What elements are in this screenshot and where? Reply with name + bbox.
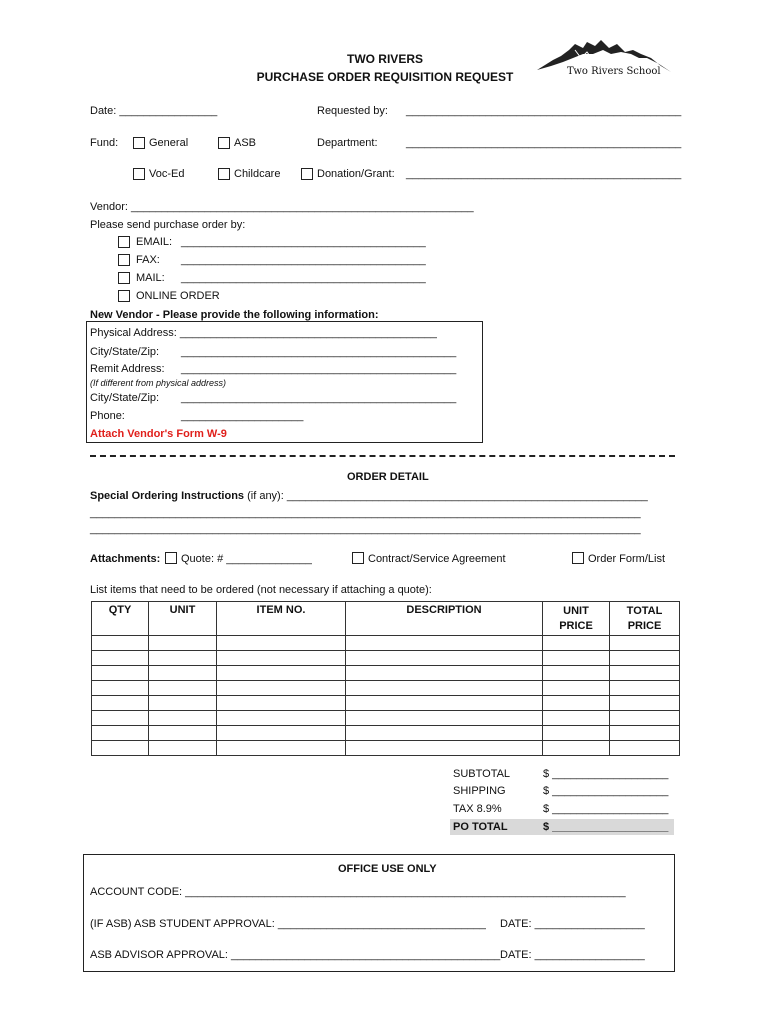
table-row: [92, 696, 680, 711]
special-instructions-line: [90, 490, 648, 502]
col-unit: UNIT: [149, 602, 217, 636]
col-total-price-label: TOTAL PRICE: [626, 605, 663, 632]
table-row: [92, 681, 680, 696]
item-no-cell[interactable]: [217, 711, 346, 726]
list-instructions: List items that need to be ordered (not necessary if attaching a quote):: [90, 584, 432, 596]
table-row: [92, 711, 680, 726]
city-state-zip-label: City/State/Zip:: [90, 346, 160, 358]
description-cell[interactable]: [346, 711, 543, 726]
unit-cell[interactable]: [149, 666, 217, 681]
attach-w9-note: Attach Vendor's Form W-9: [90, 428, 227, 440]
special-instructions-field[interactable]: (if any): ___________________________________________________________: [244, 490, 648, 502]
send-fax-field[interactable]: ________________________________________: [181, 254, 426, 266]
city-state-zip2-field[interactable]: _____________________________________________: [181, 392, 457, 404]
item-no-cell[interactable]: [217, 636, 346, 651]
asb-student-approval-field[interactable]: (IF ASB) ASB STUDENT APPROVAL: __________________________________: [90, 918, 486, 930]
unit-price-cell[interactable]: [543, 696, 610, 711]
send-online-checkbox[interactable]: [118, 290, 130, 302]
item-no-cell[interactable]: [217, 741, 346, 756]
qty-cell[interactable]: [92, 696, 149, 711]
po-total-field[interactable]: $ ___________________: [543, 821, 669, 833]
special-instructions-line-2[interactable]: __________________________________________________________________________________________: [90, 507, 641, 519]
unit-cell[interactable]: [149, 681, 217, 696]
unit-cell[interactable]: [149, 711, 217, 726]
donation-grant-field[interactable]: _____________________________________________: [406, 168, 682, 180]
send-mail-label: MAIL:: [136, 272, 165, 284]
send-by-label: Please send purchase order by:: [90, 219, 246, 231]
total-price-cell[interactable]: [610, 741, 680, 756]
attach-quote-checkbox[interactable]: [165, 552, 177, 564]
qty-cell[interactable]: [92, 741, 149, 756]
send-fax-checkbox[interactable]: [118, 254, 130, 266]
unit-price-cell[interactable]: [543, 681, 610, 696]
donation-grant-checkbox[interactable]: [301, 168, 313, 180]
phone-field[interactable]: ____________________: [181, 410, 304, 422]
org-name: TWO RIVERS: [346, 52, 423, 66]
total-price-cell[interactable]: [610, 696, 680, 711]
section-divider: [90, 455, 675, 457]
office-use-heading: OFFICE USE ONLY: [338, 863, 437, 875]
table-row: [92, 726, 680, 741]
description-cell[interactable]: [346, 696, 543, 711]
unit-price-cell[interactable]: [543, 726, 610, 741]
department-label: Department:: [317, 137, 378, 149]
form-title: PURCHASE ORDER REQUISITION REQUEST: [256, 70, 514, 84]
qty-cell[interactable]: [92, 666, 149, 681]
description-cell[interactable]: [346, 651, 543, 666]
description-cell[interactable]: [346, 681, 543, 696]
col-unit-price: [543, 602, 610, 636]
col-qty: QTY: [92, 602, 149, 636]
subtotal-field[interactable]: $ ___________________: [543, 768, 669, 780]
items-header-row: [92, 602, 680, 636]
qty-cell[interactable]: [92, 681, 149, 696]
logo-text: Two Rivers School: [567, 66, 661, 77]
item-no-cell[interactable]: [217, 651, 346, 666]
asb-advisor-approval-field[interactable]: ASB ADVISOR APPROVAL: ____________________________________________: [90, 949, 501, 961]
shipping-field[interactable]: $ ___________________: [543, 785, 669, 797]
unit-price-cell[interactable]: [543, 636, 610, 651]
description-cell[interactable]: [346, 636, 543, 651]
send-email-label: EMAIL:: [136, 236, 173, 248]
total-price-cell[interactable]: [610, 726, 680, 741]
fund-asb-label: ASB: [234, 137, 257, 149]
special-instructions-label: Special Ordering Instructions: [90, 490, 245, 502]
school-logo: [535, 36, 675, 84]
remit-address-label: Remit Address:: [90, 363, 165, 375]
description-cell[interactable]: [346, 666, 543, 681]
table-row: [92, 741, 680, 756]
send-mail-field[interactable]: ________________________________________: [181, 272, 426, 284]
fund-childcare-checkbox[interactable]: [218, 168, 230, 180]
description-cell[interactable]: [346, 741, 543, 756]
unit-price-cell[interactable]: [543, 711, 610, 726]
special-instructions-line-3[interactable]: __________________________________________________________________________________________: [90, 523, 641, 535]
attach-quote-label[interactable]: Quote: # ______________: [181, 553, 312, 565]
item-no-cell[interactable]: [217, 666, 346, 681]
fund-voced-checkbox[interactable]: [133, 168, 145, 180]
unit-price-cell[interactable]: [543, 666, 610, 681]
attach-orderform-checkbox[interactable]: [572, 552, 584, 564]
send-email-field[interactable]: ________________________________________: [181, 236, 426, 248]
fund-label: Fund:: [90, 137, 119, 149]
city-state-zip-field[interactable]: _____________________________________________: [181, 346, 457, 358]
attachments-label: Attachments:: [90, 553, 161, 565]
asb-advisor-date-field[interactable]: DATE: __________________: [500, 949, 645, 961]
city-state-zip2-label: City/State/Zip:: [90, 392, 160, 404]
remit-note: (If different from physical address): [90, 378, 227, 388]
date-field[interactable]: Date: ________________: [90, 105, 218, 117]
unit-price-cell[interactable]: [543, 741, 610, 756]
send-mail-checkbox[interactable]: [118, 272, 130, 284]
qty-cell[interactable]: [92, 651, 149, 666]
qty-cell[interactable]: [92, 636, 149, 651]
remit-address-field[interactable]: _____________________________________________: [181, 363, 457, 375]
table-row: [92, 636, 680, 651]
col-unit-price-label: UNIT PRICE: [559, 605, 593, 632]
fund-general-label: General: [149, 137, 189, 149]
po-total-label: PO TOTAL: [453, 821, 508, 833]
items-table: [91, 601, 680, 756]
unit-cell[interactable]: [149, 726, 217, 741]
account-code-field[interactable]: ACCOUNT CODE: ________________________________________________________________________: [90, 886, 626, 898]
fund-voced-label: Voc-Ed: [149, 168, 185, 180]
subtotal-label: SUBTOTAL: [453, 768, 511, 780]
qty-cell[interactable]: [92, 726, 149, 741]
total-price-cell[interactable]: [610, 666, 680, 681]
requested-by-label: Requested by:: [317, 105, 388, 117]
qty-cell[interactable]: [92, 711, 149, 726]
attach-contract-checkbox[interactable]: [352, 552, 364, 564]
tax-field[interactable]: $ ___________________: [543, 803, 669, 815]
department-field[interactable]: _____________________________________________: [406, 137, 682, 149]
send-online-label: ONLINE ORDER: [136, 290, 220, 302]
vendor-field[interactable]: Vendor: ________________________________________________________: [90, 201, 474, 213]
table-row: [92, 651, 680, 666]
item-no-cell[interactable]: [217, 681, 346, 696]
new-vendor-heading: New Vendor - Please provide the following information:: [90, 309, 379, 321]
fund-childcare-label: Childcare: [234, 168, 281, 180]
fund-asb-checkbox[interactable]: [218, 137, 230, 149]
unit-cell[interactable]: [149, 651, 217, 666]
shipping-label: SHIPPING: [453, 785, 506, 797]
table-row: [92, 666, 680, 681]
physical-address-field[interactable]: Physical Address: __________________________________________: [90, 327, 437, 339]
send-fax-label: FAX:: [136, 254, 160, 266]
order-detail-heading: ORDER DETAIL: [347, 471, 429, 483]
total-price-cell[interactable]: [610, 636, 680, 651]
item-no-cell[interactable]: [217, 726, 346, 741]
attach-contract-label: Contract/Service Agreement: [368, 553, 506, 565]
donation-grant-label: Donation/Grant:: [317, 168, 395, 180]
asb-student-date-field[interactable]: DATE: __________________: [500, 918, 645, 930]
unit-cell[interactable]: [149, 696, 217, 711]
col-total-price: [610, 602, 680, 636]
tax-label: TAX 8.9%: [453, 803, 502, 815]
item-no-cell[interactable]: [217, 696, 346, 711]
attach-orderform-label: Order Form/List: [588, 553, 666, 565]
description-cell[interactable]: [346, 726, 543, 741]
unit-cell[interactable]: [149, 636, 217, 651]
unit-price-cell[interactable]: [543, 651, 610, 666]
phone-label: Phone:: [90, 410, 125, 422]
col-item-no: ITEM NO.: [217, 602, 346, 636]
total-price-cell[interactable]: [610, 711, 680, 726]
requested-by-field[interactable]: _____________________________________________: [406, 105, 682, 117]
col-description: DESCRIPTION: [346, 602, 543, 636]
total-price-cell[interactable]: [610, 651, 680, 666]
unit-cell[interactable]: [149, 741, 217, 756]
send-email-checkbox[interactable]: [118, 236, 130, 248]
total-price-cell[interactable]: [610, 681, 680, 696]
fund-general-checkbox[interactable]: [133, 137, 145, 149]
